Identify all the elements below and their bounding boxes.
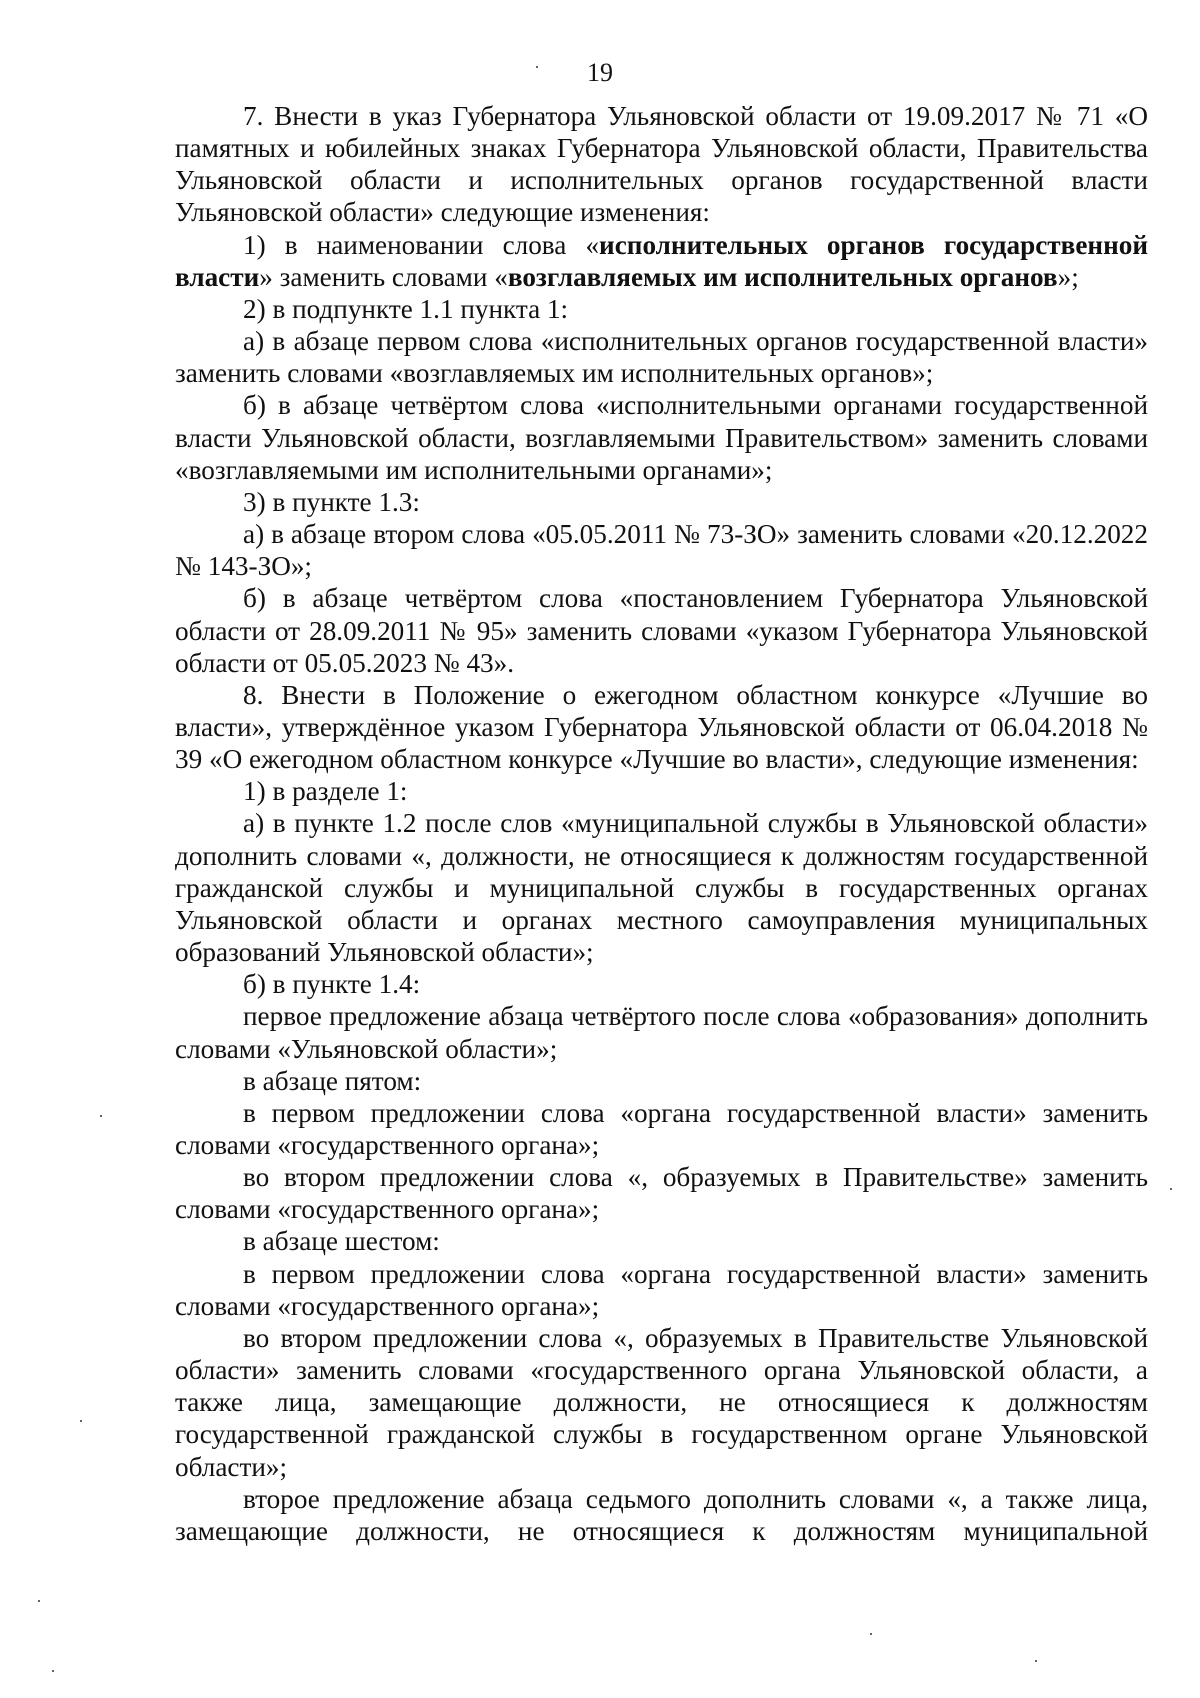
- paragraph-para-5-second: во втором предложении слова «, образуемых в Правительстве» заменить словами «государственного органа»;: [175, 1162, 1148, 1225]
- paragraph-para-6-second: во втором предложении слова «, образуемых в Правительстве Ульяновской области» заменить словами «государственного органа Ульяновской области, а также лица, замещающие должности, не относящиеся к должностям государственной гражданской службы в государственном органе Ульяновской области»;: [175, 1322, 1148, 1482]
- scan-speck: [1035, 1660, 1037, 1662]
- paragraph-para-5: в абзаце пятом:: [243, 1065, 422, 1096]
- text-run: 1) в наименовании слова «: [243, 229, 600, 260]
- paragraph-item-7-3-b: б) в абзаце четвёртом слова «постановлением Губернатора Ульяновской области от 28.09.2011 № 95» заменить словами «указом Губернатора Ульяновской области от 05.05.2023 № 43».: [175, 583, 1148, 678]
- paragraph-item-7-1: [175, 229, 1148, 293]
- paragraph-item-7: 7. Внести в указ Губернатора Ульяновской области от 19.09.2017 № 71 «О памятных и юбилейных знаках Губернатора Ульяновской области, Правительства Ульяновской области и исполнительных органов государственной власти Ульяновской области» следующие изменения:: [175, 101, 1148, 228]
- paragraph-item-7-2: 2) в подпункте 1.1 пункта 1:: [243, 293, 569, 324]
- text-run: »;: [1057, 261, 1079, 292]
- paragraph-para-6: в абзаце шестом:: [243, 1226, 440, 1257]
- paragraph-item-7-3: 3) в пункте 1.3:: [243, 486, 420, 517]
- paragraph-item-7-2-a: а) в абзаце первом слова «исполнительных органов государственной власти» заменить словами «возглавляемых им исполнительных органов»;: [175, 326, 1148, 389]
- paragraph-item-7-2-b: б) в абзаце четвёртом слова «исполнительными органами государственной власти Ульяновской области, возглавляемыми Правительством» заменить словами «возглавляемыми им исполнительными органами»;: [175, 390, 1148, 485]
- scan-speck: [80, 1420, 82, 1422]
- paragraph-item-8-1-b: б) в пункте 1.4:: [243, 969, 421, 1000]
- paragraph-item-8-1: 1) в разделе 1:: [243, 776, 408, 807]
- scan-speck: [52, 1670, 54, 1672]
- text-run: » заменить словами «: [259, 261, 508, 292]
- paragraph-para-6-first: в первом предложении слова «органа государственной власти» заменить словами «государственного органа»;: [175, 1258, 1148, 1321]
- paragraph-para-5-first: в первом предложении слова «органа государственной власти» заменить словами «государственного органа»;: [175, 1097, 1148, 1160]
- scan-speck: [1170, 1188, 1172, 1190]
- scan-speck: [536, 66, 538, 68]
- paragraph-para-7: второе предложение абзаца седьмого дополнить словами «, а также лица, замещающие должности, не относящиеся к должностям муниципальной: [175, 1483, 1148, 1546]
- page-number: 19: [587, 58, 613, 87]
- scan-speck: [38, 1600, 40, 1602]
- scan-speck: [100, 1115, 102, 1117]
- paragraph-item-7-3-a: а) в абзаце втором слова «05.05.2011 № 73-ЗО» заменить словами «20.12.2022 № 143-ЗО»;: [175, 519, 1148, 582]
- bold-quoted-text: возглавляемых им исполнительных органов: [507, 261, 1058, 292]
- paragraph-item-8-1-a: а) в пункте 1.2 после слов «муниципальной службы в Ульяновской области» дополнить словами «, должности, не относящиеся к должностям государственной гражданской службы и муниципальной службы в государственных органах Ульяновской области и органах местного самоуправления муниципальных образований Ульяновской области»;: [175, 808, 1148, 968]
- scan-speck: [870, 1633, 872, 1635]
- bold-quoted-text: исполнительных органов государственной власти: [175, 229, 1148, 292]
- document-body: [175, 100, 1148, 1547]
- paragraph-item-8: 8. Внести в Положение о ежегодном областном конкурсе «Лучшие во власти», утверждённое указом Губернатора Ульяновской области от 06.04.2018 № 39 «О ежегодном областном конкурсе «Лучшие во власти», следующие изменения:: [175, 679, 1148, 775]
- paragraph-para-4: первое предложение абзаца четвёртого после слова «образования» дополнить словами «Ульяновской области»;: [175, 1001, 1148, 1064]
